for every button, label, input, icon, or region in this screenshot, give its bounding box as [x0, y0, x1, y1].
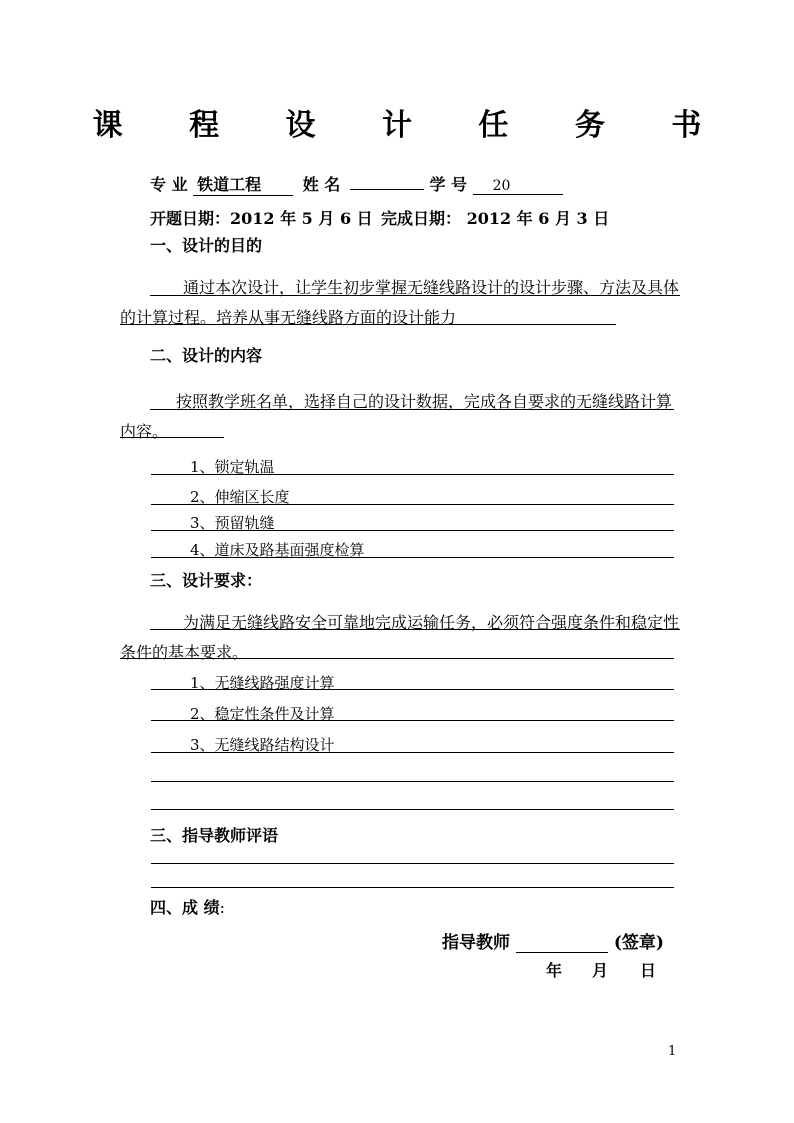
grade-colon: :: [219, 898, 225, 917]
start-date: 开题日期：2012 年 5 月 6 日: [150, 209, 373, 228]
section-purpose-heading: 一、设计的目的: [150, 236, 263, 255]
underline: [151, 752, 674, 753]
content-text-line2: 内容。: [120, 422, 169, 441]
underline: [151, 689, 674, 690]
section-comments-heading: 三、指导教师评语: [150, 826, 279, 845]
signature-row: [442, 928, 664, 953]
purpose-text-line2: 的计算过程。培养从事无缝线路方面的设计能力: [120, 308, 457, 327]
underline: [151, 557, 674, 558]
info-row: [150, 172, 563, 196]
underline: [151, 474, 674, 475]
underline: [151, 504, 674, 505]
document-title: 课 程 设 计 任 务 书: [92, 108, 730, 143]
purpose-text-line1: 通过本次设计，让学生初步掌握无缝线路设计的设计步骤、方法及具体: [183, 278, 680, 297]
blank-line: [151, 887, 674, 888]
content-item: 3、预留轨缝: [190, 514, 275, 532]
requirement-item: 1、无缝线路强度计算: [190, 674, 335, 692]
underline: [150, 409, 674, 410]
blank-line: [151, 863, 674, 864]
advisor-label: 指导教师: [442, 933, 510, 953]
page-number: 1: [668, 1044, 677, 1059]
requirement-item: 3、无缝线路结构设计: [190, 736, 335, 754]
section-requirements-heading: 三、设计要求：: [150, 571, 263, 590]
major-value: 铁道工程: [193, 172, 293, 196]
requirement-item: 2、稳定性条件及计算: [190, 705, 335, 723]
underline: [120, 437, 224, 438]
section-grade-heading: [150, 895, 225, 918]
underline: [151, 530, 674, 531]
stamp-label: (签章): [613, 933, 664, 953]
date-day: 日: [640, 961, 657, 980]
end-date: 完成日期： 2012 年 6 月 3 日: [381, 209, 610, 228]
blank-line: [151, 781, 674, 782]
content-item: 2、伸缩区长度: [190, 488, 290, 506]
requirements-text-line1: 为满足无缝线路安全可靠地完成运输任务，必须符合强度条件和稳定性: [183, 613, 680, 632]
grade-heading-text: 四、成 绩: [150, 898, 220, 917]
date-month: 月: [592, 961, 609, 980]
name-value: [350, 189, 424, 190]
id-value: 20: [473, 178, 563, 195]
major-label: 专 业: [150, 175, 188, 194]
content-text-line1: 按照教学班名单，选择自己的设计数据，完成各自要求的无缝线路计算: [176, 392, 673, 411]
content-item: 1、锁定轨温: [190, 458, 275, 476]
underline: [150, 295, 680, 296]
underline: [120, 658, 674, 659]
underline: [120, 324, 616, 325]
name-label: 姓 名: [302, 175, 341, 194]
id-label: 学 号: [429, 175, 468, 194]
content-item: 4、道床及路基面强度检算: [190, 541, 365, 559]
requirements-text-line2: 条件的基本要求。: [120, 643, 249, 662]
underline: [150, 629, 680, 630]
blank-line: [151, 809, 674, 810]
section-content-heading: 二、设计的内容: [150, 346, 263, 365]
date-year: 年: [546, 961, 563, 980]
underline: [151, 720, 674, 721]
signature-blank: [516, 934, 608, 953]
